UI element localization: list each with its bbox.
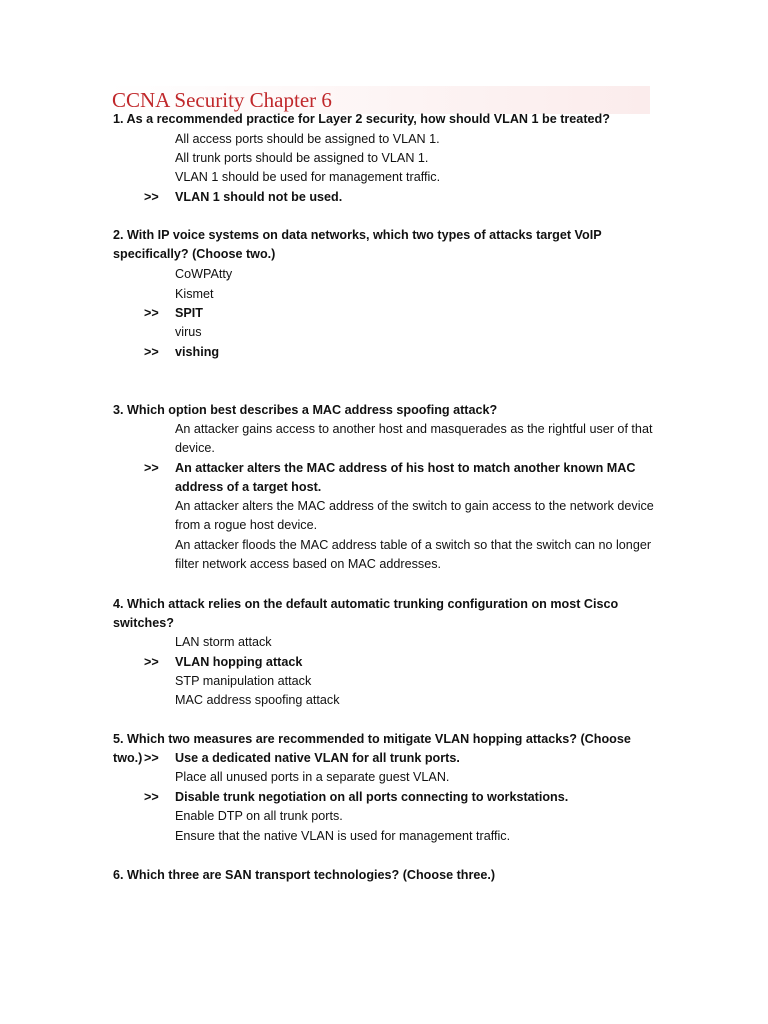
correct-marker: >> — [144, 655, 159, 669]
option-4a: LAN storm attack — [175, 635, 272, 649]
correct-marker: >> — [144, 790, 159, 804]
option-2c: SPIT — [175, 306, 203, 320]
correct-marker: >> — [144, 190, 159, 204]
question-4: 4. Which attack relies on the default automatic trunking configuration on most Cisco switches? — [113, 597, 619, 631]
option-5c: Disable trunk negotiation on all ports connecting to workstations. — [175, 790, 569, 804]
option-3c: An attacker alters the MAC address of the switch to gain access to the network device from a rogue host device. — [175, 499, 654, 533]
option-4d: MAC address spoofing attack — [175, 693, 340, 707]
option-2d: virus — [175, 325, 202, 339]
option-5a: Use a dedicated native VLAN for all trunk ports. — [175, 751, 460, 765]
option-1c: VLAN 1 should be used for management traffic. — [175, 170, 441, 184]
correct-marker: >> — [144, 751, 159, 765]
question-3: 3. Which option best describes a MAC address spoofing attack? — [113, 403, 498, 417]
option-3d: An attacker floods the MAC address table of a switch so that the switch can no longer filter network access based on MAC addresses. — [175, 538, 652, 572]
option-3a: An attacker gains access to another host and masquerades as the rightful user of that device. — [175, 422, 653, 456]
option-4b: VLAN hopping attack — [175, 655, 303, 669]
question-5: 5. Which two measures are recommended to mitigate VLAN hopping attacks? (Choose two.) — [113, 732, 631, 766]
option-1b: All trunk ports should be assigned to VLAN 1. — [175, 151, 429, 165]
option-1d: VLAN 1 should not be used. — [175, 190, 343, 204]
option-4c: STP manipulation attack — [175, 674, 312, 688]
option-2b: Kismet — [175, 287, 214, 301]
option-3b: An attacker alters the MAC address of his host to match another known MAC address of a target host. — [175, 461, 636, 495]
option-1a: All access ports should be assigned to VLAN 1. — [175, 132, 440, 146]
question-6: 6. Which three are SAN transport technologies? (Choose three.) — [113, 868, 496, 882]
option-2a: CoWPAtty — [175, 267, 233, 281]
option-5b: Place all unused ports in a separate guest VLAN. — [175, 770, 450, 784]
question-1: 1. As a recommended practice for Layer 2 security, how should VLAN 1 be treated? — [113, 112, 610, 126]
correct-marker: >> — [144, 306, 159, 320]
option-5e: Ensure that the native VLAN is used for management traffic. — [175, 829, 511, 843]
option-2e: vishing — [175, 345, 220, 359]
correct-marker: >> — [144, 461, 159, 475]
page-title: CCNA Security Chapter 6 — [112, 88, 332, 112]
option-5d: Enable DTP on all trunk ports. — [175, 809, 343, 823]
correct-marker: >> — [144, 345, 159, 359]
question-2: 2. With IP voice systems on data networks, which two types of attacks target VoIP specifically? (Choose two.) — [113, 228, 602, 262]
